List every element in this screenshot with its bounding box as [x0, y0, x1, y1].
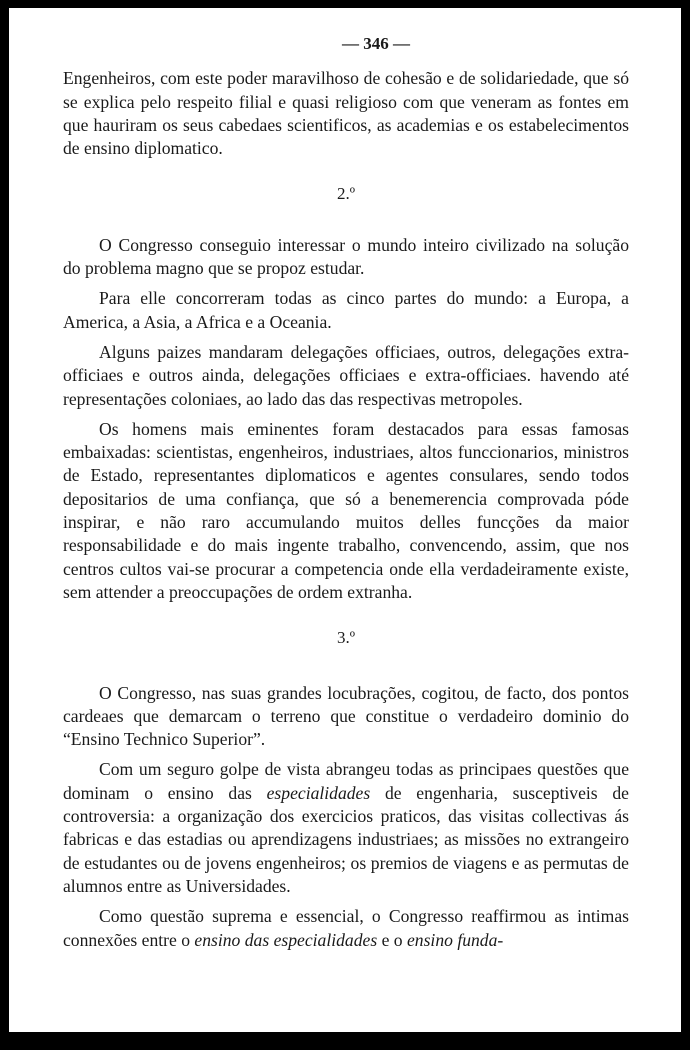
text-blocks: [63, 67, 629, 952]
paragraph: [63, 758, 629, 898]
italic-text: ensino das especialidades: [194, 929, 378, 950]
paragraph: [63, 287, 629, 334]
text-run: Engenheiros, com este poder maravilhoso de cohesão e de solidariedade, que só se explica pelo respeito filial e quasi religioso com que veneram as fontes em que hauriram os seus cabedaes scientificos, as academias e os estabelecimentos de ensino diplomatico.: [63, 68, 629, 159]
text-run: O Congresso conseguio interessar o mundo inteiro civilizado na solução do problema magno que se propoz estudar.: [63, 234, 629, 279]
section-heading: 2.º: [336, 184, 356, 204]
italic-text: especialidades: [266, 782, 371, 803]
text-run: Com um seguro golpe de vista abrangeu todas as principaes questões que dominam o ensino das: [63, 759, 629, 803]
page-number: — 346 —: [342, 34, 410, 53]
paragraph: [63, 682, 629, 752]
italic-text: ensino funda-: [406, 929, 504, 950]
text-run: Para elle concorreram todas as cinco partes do mundo: a Europa, a America, a Asia, a Africa e a Oceania.: [63, 288, 629, 332]
page-content: [63, 32, 629, 959]
paragraph: [63, 234, 629, 281]
text-run: e o: [377, 929, 407, 950]
text-run: Alguns paizes mandaram delegações officiaes, outros, delegações extra-officiaes e outros ainda, delegações officiaes e extra-officiaes. havendo até representações coloniaes, ao lado das das respectivas metropoles.: [63, 341, 629, 409]
text-run: Como questão suprema e essencial, o Congresso reaffirmou as intimas connexões entre o: [63, 906, 629, 950]
paragraph: [63, 418, 629, 604]
text-run: Os homens mais eminentes foram destacados para essas famosas embaixadas: scientistas, engenheiros, industriaes, altos funccionarios, ministros de Estado, representantes diplomaticos e agentes consulares, sendo todos depositarios de uma confiança, que só a benemerencia comprovada póde inspirar, e não raro accumulando muitos delles funcções da maior responsabilidade e do mais ingente trabalho, convencendo, assim, que nos centros cultos vai-se procurar a competencia onde ella verdadeiramente existe, sem attender a preoccupações de ordem extranha.: [63, 418, 629, 602]
paragraph: [63, 67, 629, 160]
scanned-page: [9, 8, 681, 1032]
paragraph: [63, 341, 629, 411]
text-run: O Congresso, nas suas grandes locubrações, cogitou, de facto, dos pontos cardeaes que demarcam o terreno que constitue o verdadeiro dominio do “Ensino Technico Superior”.: [63, 682, 629, 750]
paragraph: [63, 905, 629, 952]
text-run: de engenharia, susceptiveis de controversia: a organização dos exercicios praticos, das visitas collectivas ás fabricas e das estadias ou aprendizagens industriaes; as missões no extrangeiro de estudantes ou de jovens engenheiros; os premios de viagens e as permutas de alumnos entre as Universidades.: [63, 782, 629, 896]
section-heading: 3.º: [336, 628, 356, 648]
